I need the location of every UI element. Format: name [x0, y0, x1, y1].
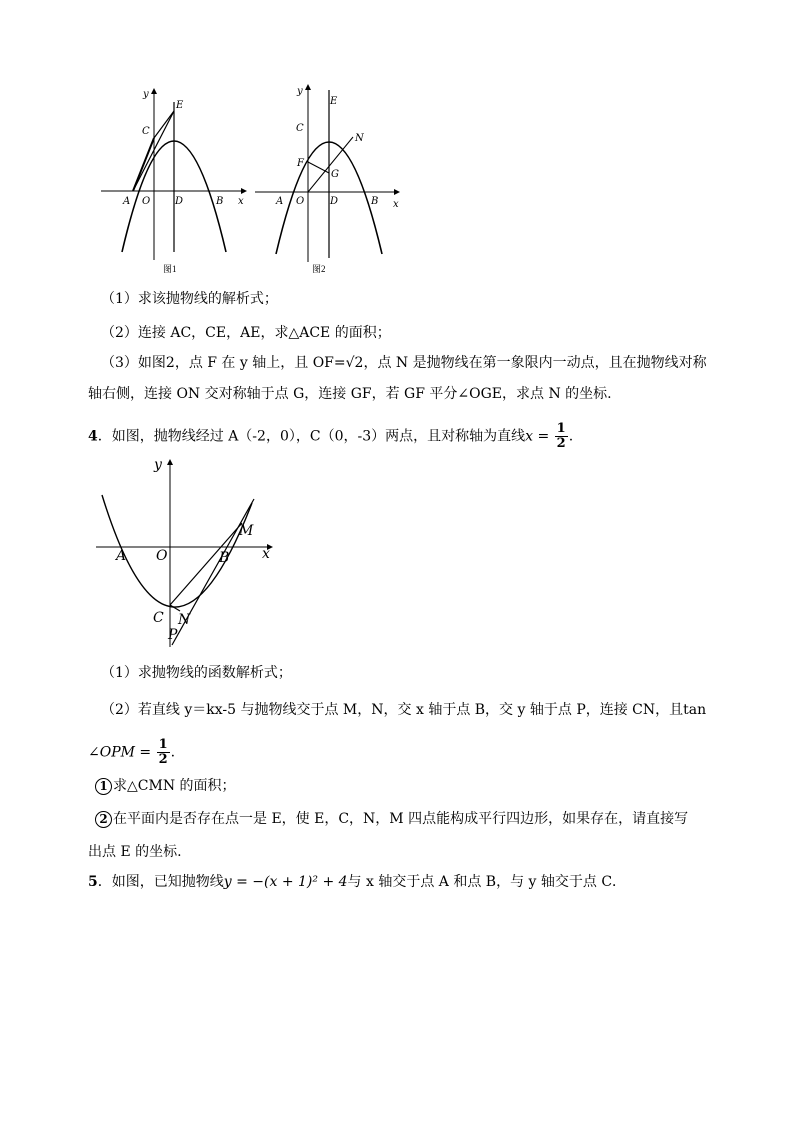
- q5-stem-text-b: 与 x 轴交于点 A 和点 B，与 y 轴交于点 C．: [347, 874, 627, 890]
- q5-stem: [88, 872, 626, 892]
- fig3-segment-cn: [170, 605, 180, 611]
- fig1-label-b: B: [216, 196, 224, 207]
- q3-part-3-line-1: [101, 353, 707, 373]
- fig3-label-m: M: [239, 523, 254, 539]
- q4-stem: [88, 422, 573, 451]
- fig2-segment-gf: [308, 162, 329, 173]
- q4-part-2-fraction-num: 1: [158, 737, 168, 752]
- q4-sub-2-text: 在平面内是否存在点一是 E，使 E，C，N，M 四点能构成平行四边形，如果存在，请直接写: [113, 811, 689, 827]
- fig1-caption: 图1: [163, 264, 177, 274]
- q4-angle: ∠OPM: [88, 744, 135, 761]
- q3-part-3-line-2: 轴右侧，连接 ON 交对称轴于点 G，连接 GF，若 GF 平分∠OGE，求点 N 的坐标.: [88, 386, 612, 402]
- q4-stem-end: .: [568, 428, 574, 445]
- q4-part-2-line-2: [88, 738, 175, 767]
- figure-3: [92, 455, 282, 650]
- figure-1: [95, 80, 255, 280]
- q3-part-2: （2）连接 AC，CE，AE，求△ACE 的面积；: [101, 325, 391, 341]
- q4-fraction-den: 2: [556, 436, 566, 451]
- fig1-segment-ce: [154, 111, 174, 138]
- q4-stem-text: ．如图，抛物线经过 A（-2，0），C（0，-3）两点，且对称轴为直线: [97, 428, 526, 445]
- fig3-label-o: O: [156, 548, 168, 564]
- q4-stem-eq: =: [533, 428, 554, 445]
- figure-2: [250, 80, 410, 280]
- fig2-label-c: C: [296, 123, 304, 134]
- fig1-label-c: C: [142, 126, 150, 137]
- fig1-x-arrow: [241, 188, 247, 194]
- fig2-label-a: A: [276, 196, 284, 207]
- fig1-label-d: D: [175, 196, 184, 207]
- fig3-label-p: P: [168, 627, 178, 643]
- q4-sub-2-line-1: [95, 809, 688, 829]
- fig2-label-e: E: [330, 96, 338, 107]
- q3-part-3-text-b: ，点 N 是抛物线在第一象限内一动点，且在抛物线对称: [363, 355, 707, 371]
- fig1-label-y: y: [143, 89, 149, 100]
- q4-sub-1-text: 求△CMN 的面积；: [113, 778, 236, 794]
- fig2-x-arrow: [394, 189, 400, 195]
- q5-formula: y = −(x + 1)² + 4: [223, 874, 348, 890]
- fig2-label-g: G: [331, 169, 339, 180]
- q4-stem-var: x: [525, 428, 534, 445]
- q4-sub-1-mark: 1: [95, 778, 112, 795]
- fig3-label-a: A: [116, 548, 127, 564]
- q5-number: 5: [88, 874, 98, 890]
- fig3-y-arrow: [167, 459, 173, 465]
- fig1-label-x: x: [238, 196, 244, 207]
- fig2-label-x: x: [393, 199, 399, 210]
- fig1-label-a: A: [123, 196, 131, 207]
- q4-fraction-num: 1: [556, 421, 566, 436]
- q5-stem-text-a: ．如图，已知抛物线: [97, 874, 224, 890]
- q4-part-2-fraction: [157, 738, 170, 767]
- q4-part-2-line-1: （2）若直线 y＝kx-5 与抛物线交于点 M，N，交 x 轴于点 B，交 y 轴于点 P，连接 CN，且tan: [101, 702, 707, 718]
- fig2-label-b: B: [371, 196, 379, 207]
- fig2-segment-on: [308, 137, 353, 192]
- fig1-y-arrow: [151, 88, 157, 94]
- q4-part-1: （1）求抛物线的函数解析式；: [101, 665, 292, 681]
- fig3-label-c: C: [153, 610, 164, 626]
- q3-part-1: （1）求该抛物线的解析式；: [101, 291, 278, 307]
- fig3-label-x: x: [262, 546, 270, 562]
- q4-sub-1: [95, 776, 236, 796]
- fig2-caption: 图2: [312, 264, 326, 274]
- fig2-label-f: F: [297, 158, 304, 169]
- fig1-label-o: O: [142, 196, 151, 207]
- fig3-label-y: y: [154, 457, 162, 473]
- q4-part-2-fraction-den: 2: [158, 752, 168, 767]
- fig3-label-b: B: [219, 550, 230, 566]
- q4-stem-fraction: [555, 422, 568, 451]
- fig3-segment-cm: [170, 523, 242, 605]
- fig2-label-o: O: [296, 196, 305, 207]
- q4-part-2-eq: =: [134, 744, 156, 761]
- q3-sqrt: √2: [345, 355, 364, 371]
- fig2-y-arrow: [305, 84, 311, 90]
- q4-sub-2-mark: 2: [95, 811, 112, 828]
- fig2-label-y: y: [297, 86, 303, 97]
- fig2-label-d: D: [330, 196, 339, 207]
- q3-part-3-text-a: （3）如图2，点 F 在 y 轴上，且 OF=: [101, 355, 346, 371]
- fig2-label-n: N: [355, 133, 364, 144]
- q4-number: 4: [88, 428, 98, 445]
- q4-sub-2-line-2: 出点 E 的坐标.: [88, 844, 182, 860]
- fig1-label-e: E: [176, 100, 184, 111]
- q4-part-2-end: .: [170, 744, 176, 761]
- fig3-label-n: N: [178, 612, 191, 628]
